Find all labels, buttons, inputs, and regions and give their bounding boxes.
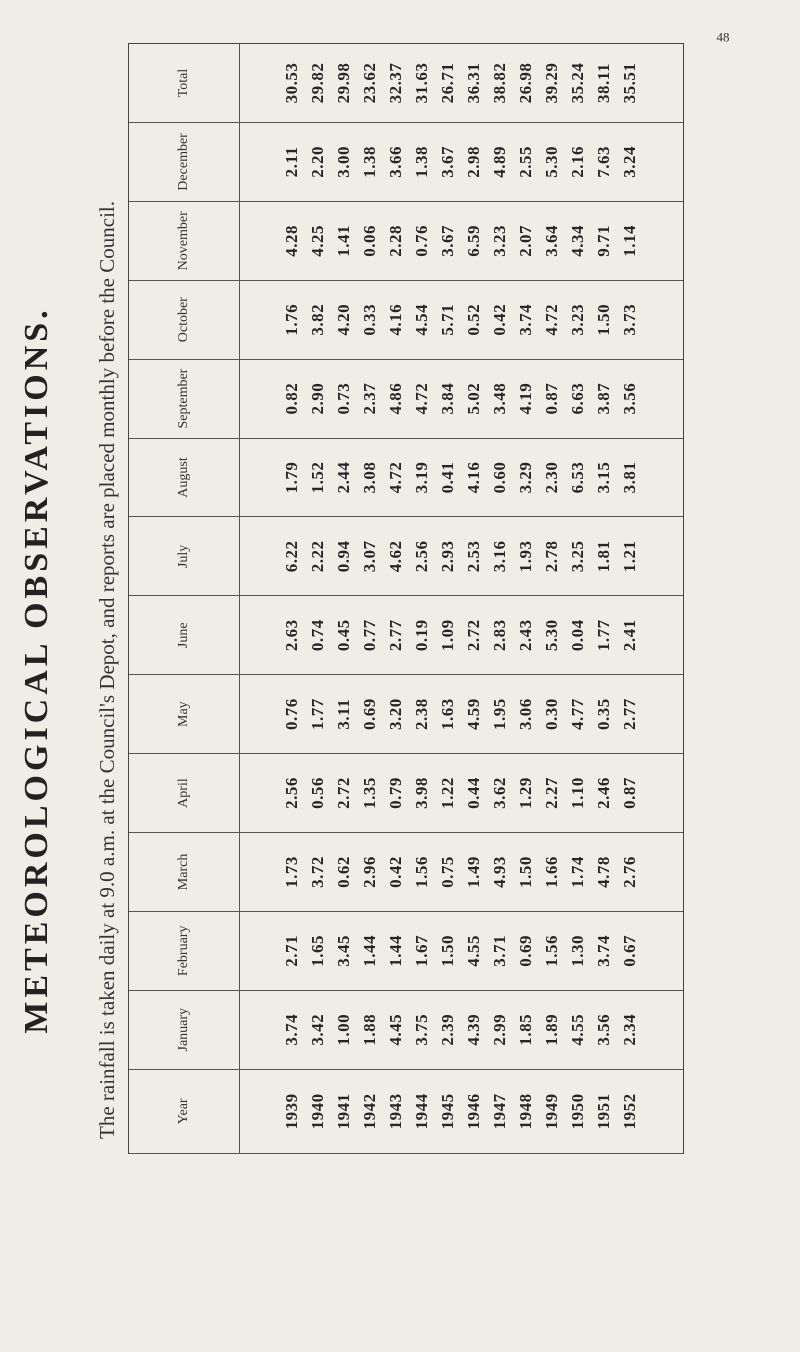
table-cell: 1.38 [411,146,431,178]
table-cell: 3.00 [333,146,353,178]
table-cell: 2.98 [463,146,483,178]
column-cells [240,439,683,517]
table-column [129,202,683,281]
table-cell: 5.71 [437,303,457,336]
table-cell: 1.44 [359,934,379,967]
table-cell: 1.09 [437,619,457,652]
table-cell: 4.55 [463,934,483,967]
rainfall-note: The rainfall is taken daily at 9.0 a.m. at the Council's Depot, and reports are placed monthly before the Council. [95,201,119,1139]
table-cell: 2.83 [489,619,509,652]
table-cell: 2.77 [619,698,639,731]
table-cell: 4.16 [463,461,483,494]
table-cell: 1.77 [593,619,613,652]
table-cell: 4.72 [385,461,405,494]
table-cell: 1940 [307,1093,327,1130]
table-cell: 0.87 [541,382,561,415]
table-cell: 0.41 [437,461,457,494]
table-cell: 3.66 [385,146,405,178]
table-cell: 0.62 [333,856,353,888]
table-cell: 1944 [411,1093,431,1130]
table-cell: 2.20 [307,146,327,178]
table-cell: 0.79 [385,777,405,809]
table-cell: 1.38 [359,146,379,178]
table-cell: 3.56 [619,382,639,415]
column-cells [240,596,683,674]
column-cells [240,44,683,122]
column-header: December [129,123,240,201]
table-cell: 1.95 [489,698,509,731]
table-cell: 2.27 [541,777,561,809]
table-cell: 1.50 [515,856,535,888]
table-cell: 0.33 [359,303,379,336]
table-cell: 1947 [489,1093,509,1130]
table-cell: 3.20 [385,698,405,731]
table-cell: 0.76 [411,224,431,257]
table-cell: 3.84 [437,382,457,415]
rainfall-table [128,43,684,1154]
table-cell: 4.77 [567,698,587,731]
table-cell: 3.24 [619,146,639,178]
table-cell: 4.62 [385,540,405,573]
table-cell: 1.81 [593,540,613,573]
table-column [129,123,683,202]
table-cell: 2.77 [385,619,405,652]
table-cell: 3.11 [333,698,353,730]
table-cell: 3.74 [593,934,613,967]
table-cell: 0.94 [333,540,353,573]
table-cell: 3.64 [541,224,561,257]
table-cell: 1.29 [515,777,535,809]
table-cell: 1.73 [281,856,301,888]
column-cells [240,991,683,1069]
table-cell: 35.24 [567,62,587,104]
table-column [129,754,683,833]
table-cell: 3.98 [411,777,431,809]
table-cell: 1945 [437,1093,457,1130]
table-cell: 2.63 [281,619,301,652]
table-cell: 3.72 [307,856,327,888]
table-cell: 4.54 [411,303,431,336]
table-cell: 0.82 [281,382,301,415]
column-header: March [129,833,240,911]
table-cell: 2.22 [307,540,327,573]
table-cell: 0.56 [307,777,327,809]
table-cell: 2.34 [619,1013,639,1046]
table-cell: 0.67 [619,934,639,967]
table-cell: 29.82 [307,62,327,104]
table-cell: 3.29 [515,461,535,494]
table-cell: 3.15 [593,461,613,494]
table-cell: 2.72 [333,777,353,809]
table-cell: 0.35 [593,698,613,731]
table-cell: 6.22 [281,540,301,573]
table-cell: 26.71 [437,62,457,104]
table-cell: 2.37 [359,382,379,415]
table-cell: 1.56 [541,934,561,967]
table-cell: 2.56 [281,777,301,809]
table-cell: 1948 [515,1093,535,1130]
column-cells [240,754,683,832]
table-cell: 2.55 [515,146,535,178]
table-cell: 4.86 [385,382,405,415]
column-cells [240,281,683,359]
table-cell: 1.56 [411,856,431,888]
table-cell: 3.75 [411,1013,431,1046]
table-cell: 1.50 [593,303,613,336]
table-column [129,1070,683,1154]
table-cell: 1951 [593,1093,613,1130]
table-cell: 2.90 [307,382,327,415]
table-cell: 3.23 [489,224,509,257]
table-cell: 3.19 [411,461,431,494]
table-cell: 0.69 [515,934,535,967]
table-cell: 0.77 [359,619,379,652]
table-cell: 4.55 [567,1013,587,1046]
table-column [129,912,683,991]
table-cell: 0.69 [359,698,379,731]
table-cell: 1949 [541,1093,561,1130]
table-cell: 1.88 [359,1013,379,1046]
table-cell: 3.16 [489,540,509,573]
table-cell: 1.65 [307,934,327,967]
table-cell: 3.56 [593,1013,613,1046]
table-cell: 2.76 [619,856,639,888]
column-cells [240,360,683,438]
table-cell: 3.81 [619,461,639,494]
table-cell: 3.23 [567,303,587,336]
table-cell: 5.30 [541,619,561,652]
table-cell: 3.45 [333,934,353,967]
column-header: January [129,991,240,1069]
table-cell: 0.44 [463,777,483,809]
table-cell: 1941 [333,1093,353,1130]
table-cell: 1939 [281,1093,301,1130]
table-cell: 4.39 [463,1013,483,1046]
table-cell: 2.41 [619,619,639,652]
table-cell: 1950 [567,1093,587,1130]
table-cell: 3.62 [489,777,509,809]
table-cell: 1.44 [385,934,405,967]
table-cell: 4.25 [307,224,327,257]
table-cell: 5.02 [463,382,483,415]
table-cell: 0.75 [437,856,457,888]
table-cell: 1.63 [437,698,457,731]
column-header: November [129,202,240,280]
column-cells [240,833,683,911]
table-cell: 0.42 [385,856,405,888]
table-cell: 2.11 [281,146,301,178]
column-cells [240,517,683,595]
table-column [129,517,683,596]
table-cell: 4.89 [489,146,509,178]
rotated-page [10,10,778,1330]
table-cell: 7.63 [593,146,613,178]
table-cell: 3.67 [437,146,457,178]
column-header: October [129,281,240,359]
table-cell: 1.22 [437,777,457,809]
table-cell: 3.82 [307,303,327,336]
column-cells [240,912,683,990]
table-cell: 2.28 [385,224,405,257]
table-cell: 1.85 [515,1013,535,1046]
table-cell: 1942 [359,1093,379,1130]
column-header: September [129,360,240,438]
table-cell: 32.37 [385,62,405,104]
table-cell: 2.44 [333,461,353,494]
table-cell: 0.19 [411,619,431,652]
table-cell: 0.06 [359,224,379,257]
table-cell: 3.42 [307,1013,327,1046]
table-column [129,439,683,518]
table-cell: 2.72 [463,619,483,652]
column-header: June [129,596,240,674]
table-cell: 0.74 [307,619,327,652]
table-cell: 0.30 [541,698,561,731]
table-cell: 35.51 [619,62,639,104]
table-cell: 6.59 [463,224,483,257]
column-header: Year [129,1070,240,1153]
table-cell: 6.53 [567,461,587,494]
table-cell: 0.60 [489,461,509,494]
table-cell: 3.08 [359,461,379,494]
column-header: May [129,675,240,753]
column-cells [240,675,683,753]
table-cell: 4.28 [281,224,301,257]
table-cell: 3.48 [489,382,509,415]
table-cell: 1.66 [541,856,561,888]
table-cell: 3.25 [567,540,587,573]
column-cells [240,123,683,201]
table-cell: 30.53 [281,62,301,104]
table-cell: 36.31 [463,62,483,104]
table-cell: 3.71 [489,934,509,967]
table-cell: 2.39 [437,1013,457,1046]
table-cell: 4.34 [567,224,587,257]
table-cell: 2.96 [359,856,379,888]
table-cell: 1952 [619,1093,639,1130]
column-cells [240,1070,683,1153]
table-cell: 5.30 [541,146,561,178]
table-cell: 1.50 [437,934,457,967]
table-cell: 1.41 [333,224,353,257]
table-column [129,360,683,439]
column-header: Total [129,44,240,122]
table-cell: 3.73 [619,303,639,336]
table-cell: 2.71 [281,934,301,967]
table-cell: 1.79 [281,461,301,494]
table-column [129,44,683,123]
table-cell: 1.14 [619,224,639,257]
table-cell: 1.00 [333,1013,353,1046]
table-cell: 39.29 [541,62,561,104]
column-header: July [129,517,240,595]
table-cell: 2.93 [437,540,457,573]
table-cell: 9.71 [593,224,613,257]
table-cell: 0.45 [333,619,353,652]
table-cell: 1946 [463,1093,483,1130]
column-header: August [129,439,240,517]
table-cell: 2.53 [463,540,483,573]
table-cell: 0.76 [281,698,301,731]
table-cell: 38.11 [593,63,613,103]
table-cell: 0.04 [567,619,587,652]
table-cell: 1.35 [359,777,379,809]
table-column [129,281,683,360]
table-cell: 4.72 [411,382,431,415]
table-cell: 1.49 [463,856,483,888]
column-header: April [129,754,240,832]
table-cell: 2.30 [541,461,561,494]
table-cell: 3.74 [515,303,535,336]
table-cell: 2.46 [593,777,613,809]
column-cells [240,202,683,280]
table-cell: 1.52 [307,461,327,494]
table-cell: 3.87 [593,382,613,415]
table-cell: 4.59 [463,698,483,731]
table-cell: 38.82 [489,62,509,104]
page-title: METEOROLOGICAL OBSERVATIONS. [18,306,55,1034]
table-cell: 2.78 [541,540,561,573]
table-cell: 4.20 [333,303,353,336]
table-cell: 4.45 [385,1013,405,1046]
table-cell: 1.10 [567,777,587,809]
table-cell: 4.16 [385,303,405,336]
table-cell: 29.98 [333,62,353,104]
table-cell: 1.74 [567,856,587,888]
table-cell: 0.42 [489,303,509,336]
table-cell: 26.98 [515,62,535,104]
page-number: 48 [716,29,730,45]
table-cell: 4.19 [515,382,535,415]
table-cell: 1.30 [567,934,587,967]
table-cell: 6.63 [567,382,587,415]
table-cell: 2.43 [515,619,535,652]
table-cell: 0.73 [333,382,353,415]
table-cell: 3.67 [437,224,457,257]
table-cell: 23.62 [359,62,379,104]
table-cell: 1.93 [515,540,535,573]
table-column [129,991,683,1070]
table-cell: 2.16 [567,146,587,178]
table-cell: 4.72 [541,303,561,336]
table-cell: 0.87 [619,777,639,809]
table-cell: 1.76 [281,303,301,336]
column-header: February [129,912,240,990]
table-cell: 0.52 [463,303,483,336]
table-cell: 1943 [385,1093,405,1130]
table-column [129,675,683,754]
table-cell: 1.67 [411,934,431,967]
table-cell: 1.77 [307,698,327,731]
table-column [129,596,683,675]
table-cell: 31.63 [411,62,431,104]
table-cell: 2.07 [515,224,535,257]
table-cell: 1.21 [619,540,639,573]
table-cell: 2.99 [489,1013,509,1046]
table-cell: 2.56 [411,540,431,573]
table-cell: 3.74 [281,1013,301,1046]
table-cell: 4.93 [489,856,509,888]
table-cell: 1.89 [541,1013,561,1046]
table-column [129,833,683,912]
table-cell: 3.06 [515,698,535,731]
table-cell: 3.07 [359,540,379,573]
table-cell: 4.78 [593,856,613,888]
table-cell: 2.38 [411,698,431,731]
